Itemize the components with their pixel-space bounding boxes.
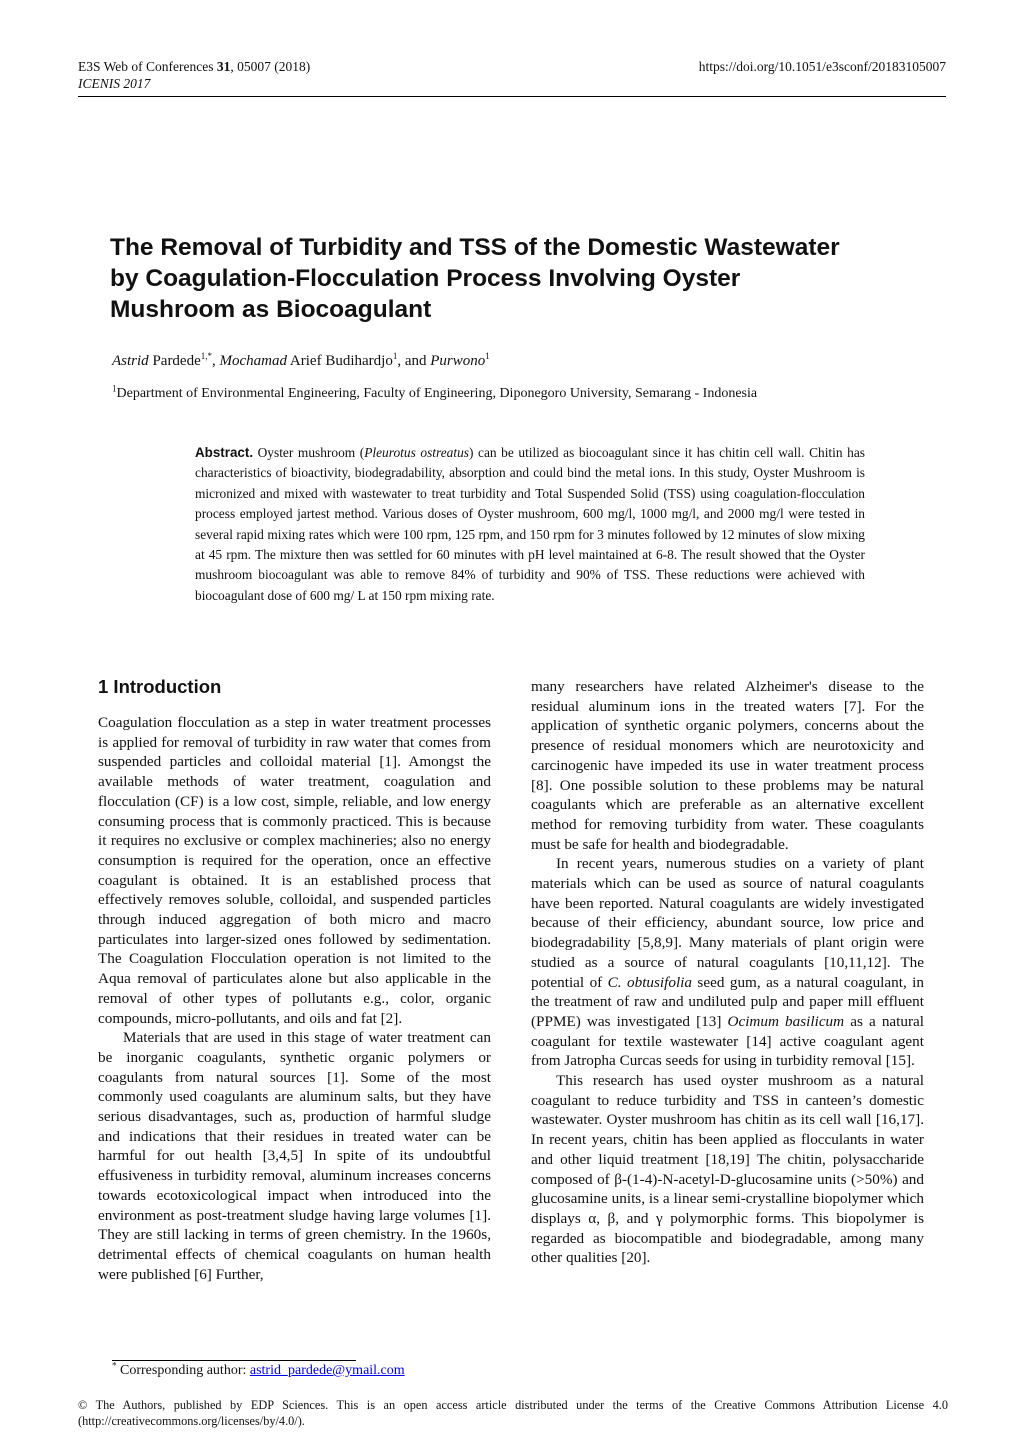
paragraph: In recent years, numerous studies on a variety of plant materials which can be used as source of natural coagulants have been reported. Natural coagulants are widely investigated because of their efficiency, abundant source, low price and biodegradability [5,8,9]. Many materials of plant origin were studied as a source of natural coagulants [10,11,12]. The potential of C. obtusifolia seed gum, as a natural coagulant, in the treatment of raw and undiluted pulp and paper mill effluent (PPME) was investigated [13] Ocimum basilicum as a natural coagulant for textile wastewater [14] active coagulant agent from Jatropha Curcas seeds for using in turbidity removal [15]. <box>531 855 924 1070</box>
footnote: * Corresponding author: astrid_pardede@ymail.com <box>112 1360 405 1378</box>
paragraph: Coagulation flocculation as a step in water treatment processes is applied for removal of turbidity in raw water that comes from suspended particles and colloidal material [1]. Amongst the available methods of water treatment, coagulation and flocculation (CF) is a low cost, simple, reliable, and low energy consuming process that is commonly practiced. This is because it requires no exclusive or complex machineries; also no energy consumption is required for the operation, once an effective coagulant is obtained. It is an established process that effectively removes soluble, colloidal, and suspended particles through induced aggregation of both micro and macro particulates into larger-sized ones followed by sedimentation. The Coagulation Flocculation operation is not limited to the Aqua removal of particulates alone but also applicable in the removal of other types of pollutants e.g., color, organic compounds, micro-pollutants, and oils and fat [2]. <box>98 714 491 1027</box>
abstract-label: Abstract. <box>195 445 254 460</box>
journal-citation: E3S Web of Conferences 31, 05007 (2018) <box>78 59 311 74</box>
affiliation: $^1$Department of Environmental Engineering, Faculty of Engineering, Diponegoro University, Semarang - Indonesia <box>112 383 758 401</box>
doi-link[interactable]: https://doi.org/10.1051/e3sconf/20183105007 <box>698 59 946 74</box>
abstract: Abstract. Oyster mushroom (Pleurotus ostreatus) can be utilized as biocoagulant since it has chitin cell wall. Chitin has characteristics of bioactivity, biodegradability, absorption and could bind the metal ions. In this study, Oyster Mushroom is micronized and mixed with wastewater to treat turbidity and Total Suspended Solid (TSS) using coagulation-flocculation process employed jartest method. Various doses of Oyster mushroom, 600 mg/l, 1000 mg/l, and 2000 mg/l were tested in several rapid mixing rates which were 100 rpm, 125 rpm, and 150 rpm for 3 minutes followed by 12 minutes of slow mixing at 45 rpm. The mixture then was settled for 60 minutes with pH level maintained at 6-8. The result showed that the Oyster mushroom biocoagulant was able to remove 84% of turbidity and 90% of TSS. These reductions were achieved with biocoagulant dose of 600 mg/ L at 150 rpm mixing rate. <box>195 445 865 603</box>
section-heading-introduction: 1 Introduction <box>98 676 222 697</box>
right-column <box>531 677 924 1268</box>
header-divider <box>78 96 946 97</box>
left-column <box>98 713 491 1284</box>
running-header <box>78 58 946 92</box>
license-notice: © The Authors, published by EDP Sciences. This is an open access article distributed under the terms of the Creative Commons Attribution License 4.0 (http://creativecommons.org/licenses/by/4.0/). <box>78 1398 948 1428</box>
footnote-divider <box>112 1360 356 1361</box>
paragraph: many researchers have related Alzheimer's disease to the residual aluminum ions in the treated waters [7]. For the application of synthetic organic polymers, concerns about the presence of residual monomers which are neurotoxicity and carcinogenic have impeded its use in water treatment process [8]. One possible solution to these problems may be natural coagulants which are preferable as an alternative excellent method for removing turbidity from water. These coagulants must be safe for health and biodegradable. <box>531 678 924 853</box>
volume-number: 31 <box>216 59 231 74</box>
paragraph: This research has used oyster mushroom as a natural coagulant to reduce turbidity and TSS in canteen’s domestic wastewater. Oyster mushroom has chitin as its cell wall [16,17]. In recent years, chitin has been applied as flocculants in water and other liquid treatment [18,19] The chitin, polysaccharide composed of β-(1-4)-N-acetyl-D-glucosamine units (>50%) and glucosamine units, is a linear semi-crystalline biopolymer which displays α, β, and γ polymorphic forms. This biopolymer is regarded as biocompatible and biodegradable, among many other qualities [20]. <box>531 1072 924 1267</box>
paragraph: Materials that are used in this stage of water treatment can be inorganic coagulants, synthetic organic polymers or coagulants from natural sources [1]. Some of the most commonly used coagulants are aluminum salts, but they have serious disadvantages, such as, production of harmful sludge and indications that their residues in treated water can be harmful for out health [3,4,5] In spite of its undoubtful effusiveness in turbidity removal, aluminum increases concerns towards ecotoxicological impact when introduced into the environment as post-treatment sludge having large volumes [1]. They are still lacking in terms of green chemistry. In the 1960s, detrimental effects of chemical coagulants on human health were published [6] Further, <box>98 1029 491 1283</box>
paper-title: The Removal of Turbidity and TSS of the Domestic Wastewater by Coagulation-Flocculation Process Involving Oyster Mushroom as Biocoagulant <box>110 234 840 323</box>
author-list: Astrid Pardede$^{1,*}$, Mochamad Arief Budihardjo$^1$, and Purwono$^1$ <box>112 351 490 369</box>
conference-name: ICENIS 2017 <box>78 76 151 91</box>
corresponding-email-link[interactable]: astrid_pardede@ymail.com <box>249 1363 405 1378</box>
